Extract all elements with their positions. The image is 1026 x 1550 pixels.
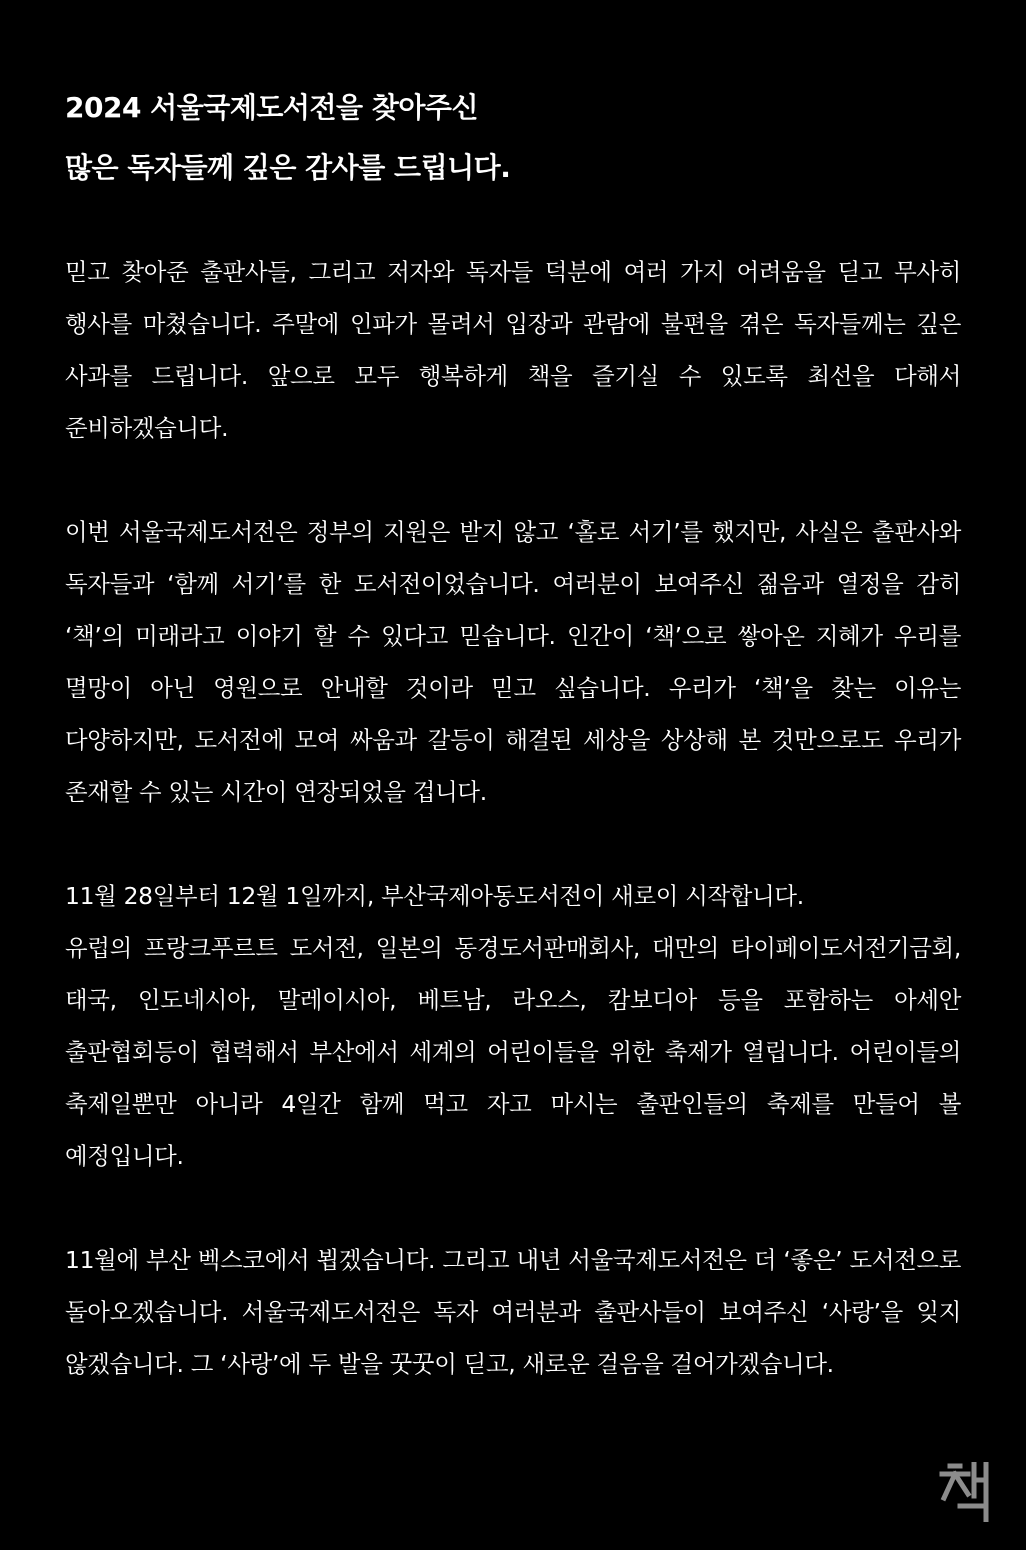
busan-fair-details: 유럽의 프랑크푸르트 도서전, 일본의 동경도서판매회사, 대만의 타이페이도서전기금회, 태국, 인도네시아, 말레이시아, 베트남, 라오스, 캄보디아 등을 포함하는 아세안 출판협회등이 협력해서 부산에서 세계의 어린이들을 위한 축제가 열립니다. 어린이들의 축제일뿐만 아니라 4일간 함께 먹고 자고 마시는 출판인들의 축제를 만들어 볼 예정입니다. [65,934,961,1170]
busan-fair-dates: 11월 28일부터 12월 1일까지, 부산국제아동도서전이 새로이 시작합니다. [65,882,804,910]
chaek-logo-icon [936,1462,994,1522]
paragraph-busan-fair [65,870,961,1182]
title-line-2: 많은 독자들께 깊은 감사를 드립니다. [65,151,511,184]
paragraph-closing: 11월에 부산 벡스코에서 뵙겠습니다. 그리고 내년 서울국제도서전은 더 ‘좋은’ 도서전으로 돌아오겠습니다. 서울국제도서전은 독자 여러분과 출판사들이 보여주신 ‘사랑’을 잊지 않겠습니다. 그 ‘사랑’에 두 발을 꿋꿋이 딛고, 새로운 걸음을 걸어가겠습니다. [65,1246,961,1378]
paragraph-thanks: 믿고 찾아준 출판사들, 그리고 저자와 독자들 덕분에 여러 가지 어려움을 딛고 무사히 행사를 마쳤습니다. 주말에 인파가 몰려서 입장과 관람에 불편을 겪은 독자들께는 깊은 사과를 드립니다. 앞으로 모두 행복하게 책을 즐기실 수 있도록 최선을 다해서 준비하겠습니다. [65,258,961,442]
page-title [65,78,961,198]
paragraph-standing-together: 이번 서울국제도서전은 정부의 지원은 받지 않고 ‘홀로 서기’를 했지만, 사실은 출판사와 독자들과 ‘함께 서기’를 한 도서전이었습니다. 여러분이 보여주신 젊음과 열정을 감히 ‘책’의 미래라고 이야기 할 수 있다고 믿습니다. 인간이 ‘책’으로 쌓아온 지혜가 우리를 멸망이 아닌 영원으로 안내할 것이라 믿고 싶습니다. 우리가 ‘책’을 찾는 이유는 다양하지만, 도서전에 모여 싸움과 갈등이 해결된 세상을 상상해 본 것만으로도 우리가 존재할 수 있는 시간이 연장되었을 겁니다. [65,518,961,806]
chaek-logo-svg [936,1462,994,1522]
title-line-1: 2024 서울국제도서전을 찾아주신 [65,91,479,124]
